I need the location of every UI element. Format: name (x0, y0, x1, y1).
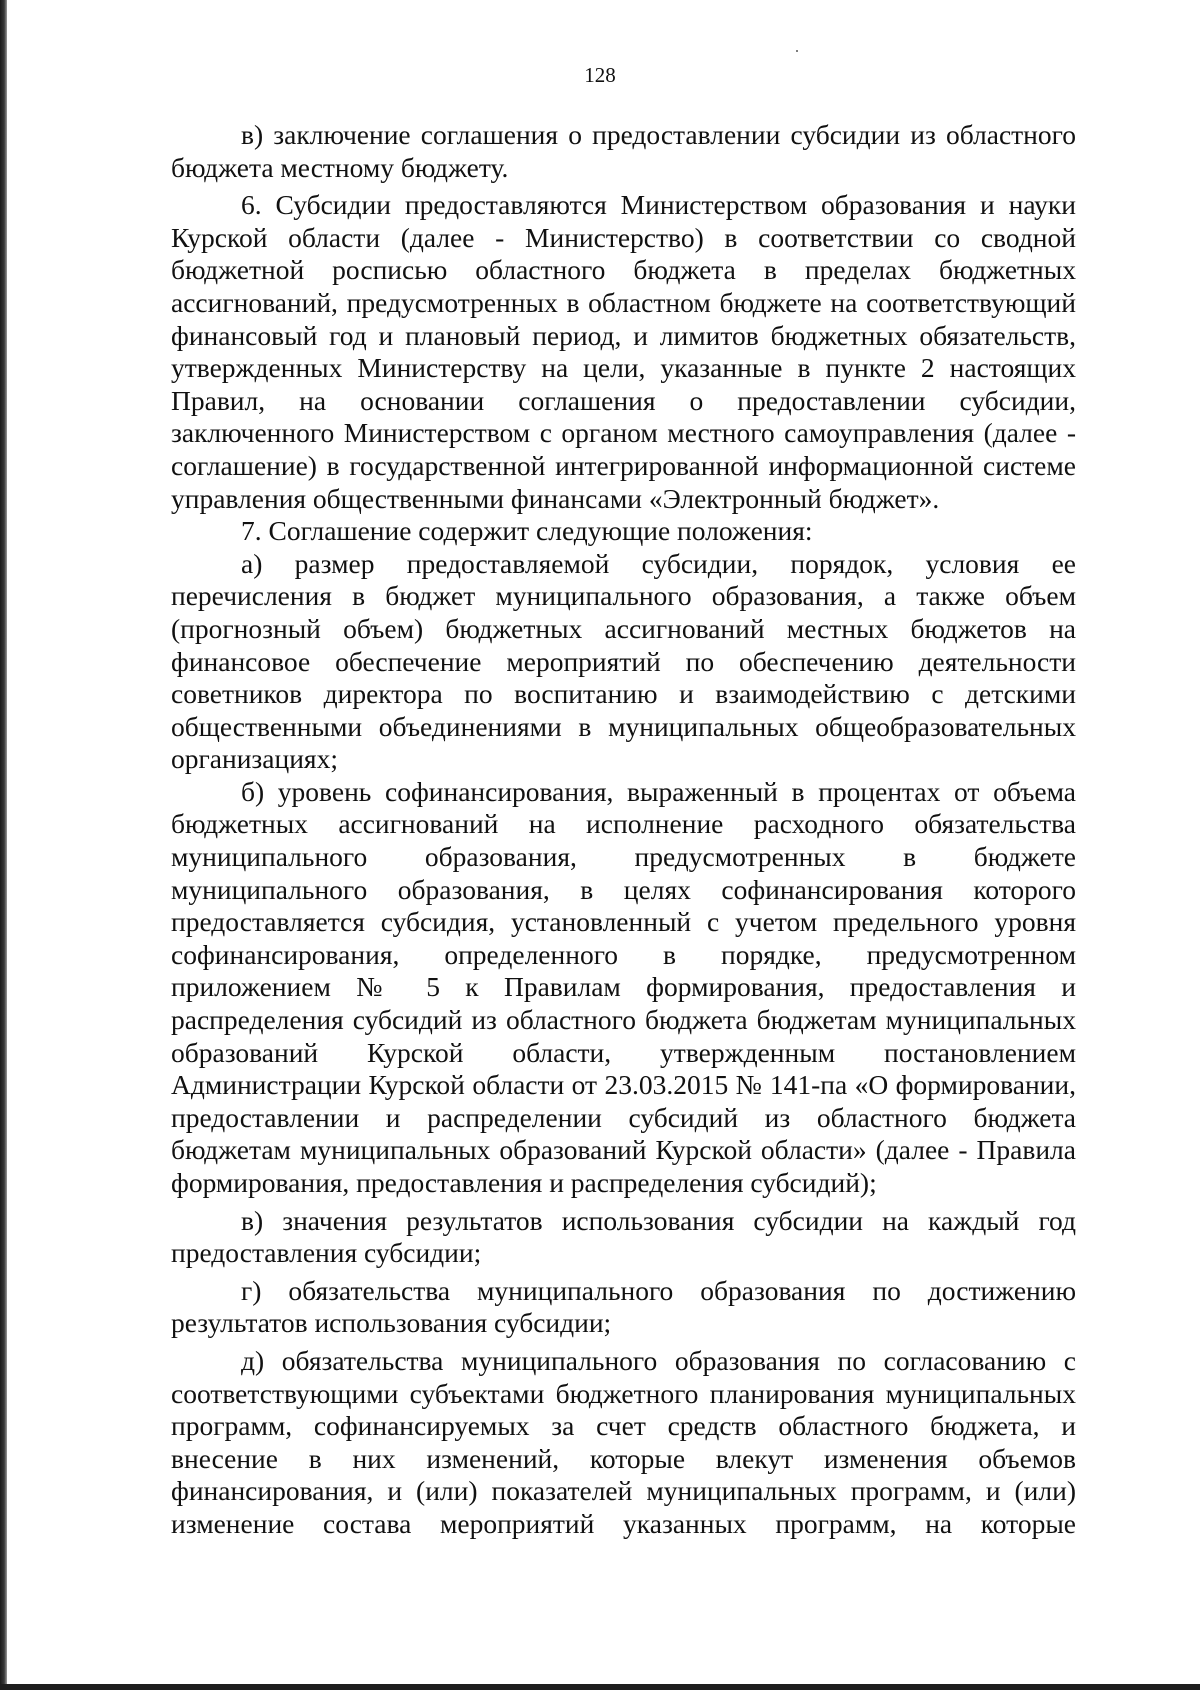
document-body (171, 119, 1076, 1541)
paragraph-v-agreement-conclusion: в) заключение соглашения о предоставлении субсидии из областного бюджета местному бюджету. (171, 119, 1076, 183)
paragraph-d-program-coordination: д) обязательства муниципального образования по согласованию с соответствующими субъектами бюджетного планирования муниципальных программ, софинансируемых за счет средств областного бюджета, и внесение в них изменений, которые влекут изменения объемов финансирования, и (или) показателей муниципальных программ, и (или) изменение состава мероприятий указанных программ, на которые (171, 1344, 1076, 1539)
page-number: 128 (584, 63, 616, 87)
paragraph-b-cofinancing-level: б) уровень софинансирования, выраженный в процентах от объема бюджетных ассигнований на исполнение расходного обязательства муниципального образования, предусмотренных в бюджете муниципального образования, в целях софинансирования которого предоставляется субсидия, установленный с учетом предельного уровня софинансирования, определенного в порядке, предусмотренном приложением № 5 к Правилам формирования, предоставления и распределения субсидий из областного бюджета бюджетам муниципальных образований Курской области, утвержденным постановлением Администрации Курской области от 23.03.2015 № 141-па «О формировании, предоставлении и распределении субсидий из областного бюджета бюджетам муниципальных образований Курской области» (далее - Правила формирования, предоставления и распределения субсидий); (171, 775, 1076, 1198)
paragraph-a-subsidy-size: а) размер предоставляемой субсидии, порядок, условия ее перечисления в бюджет муниципального образования, а также объем (прогнозный объем) бюджетных ассигнований местных бюджетов на финансовое обеспечение мероприятий по обеспечению деятельности советников директора по воспитанию и взаимодействию с детскими общественными объединениями в муниципальных общеобразовательных организациях; (171, 547, 1076, 775)
paragraph-7-agreement-contents: 7. Соглашение содержит следующие положения: (241, 515, 813, 547)
paragraph-g-result-obligations: г) обязательства муниципального образования по достижению результатов использования субсидии; (171, 1274, 1076, 1339)
paragraph-6-subsidy-provision: 6. Субсидии предоставляются Министерством образования и науки Курской области (далее - Министерство) в соответствии со сводной бюджетной росписью областного бюджета в пределах бюджетных ассигнований, предусмотренных в областном бюджете на соответствующий финансовый год и плановый период, и лимитов бюджетных обязательств, утвержденных Министерству на цели, указанные в пункте 2 настоящих Правил, на основании соглашения о предоставлении субсидии, заключенного Министерством с органом местного самоуправления (далее - соглашение) в государственной интегрированной информационной системе управления общественными финансами «Электронный бюджет». (171, 189, 1076, 514)
scan-speck (796, 50, 798, 52)
scan-left-edge (0, 0, 7, 1690)
paragraph-v-result-values: в) значения результатов использования субсидии на каждый год предоставления субсидии; (171, 1204, 1076, 1269)
scan-bottom-edge (0, 1684, 1200, 1690)
